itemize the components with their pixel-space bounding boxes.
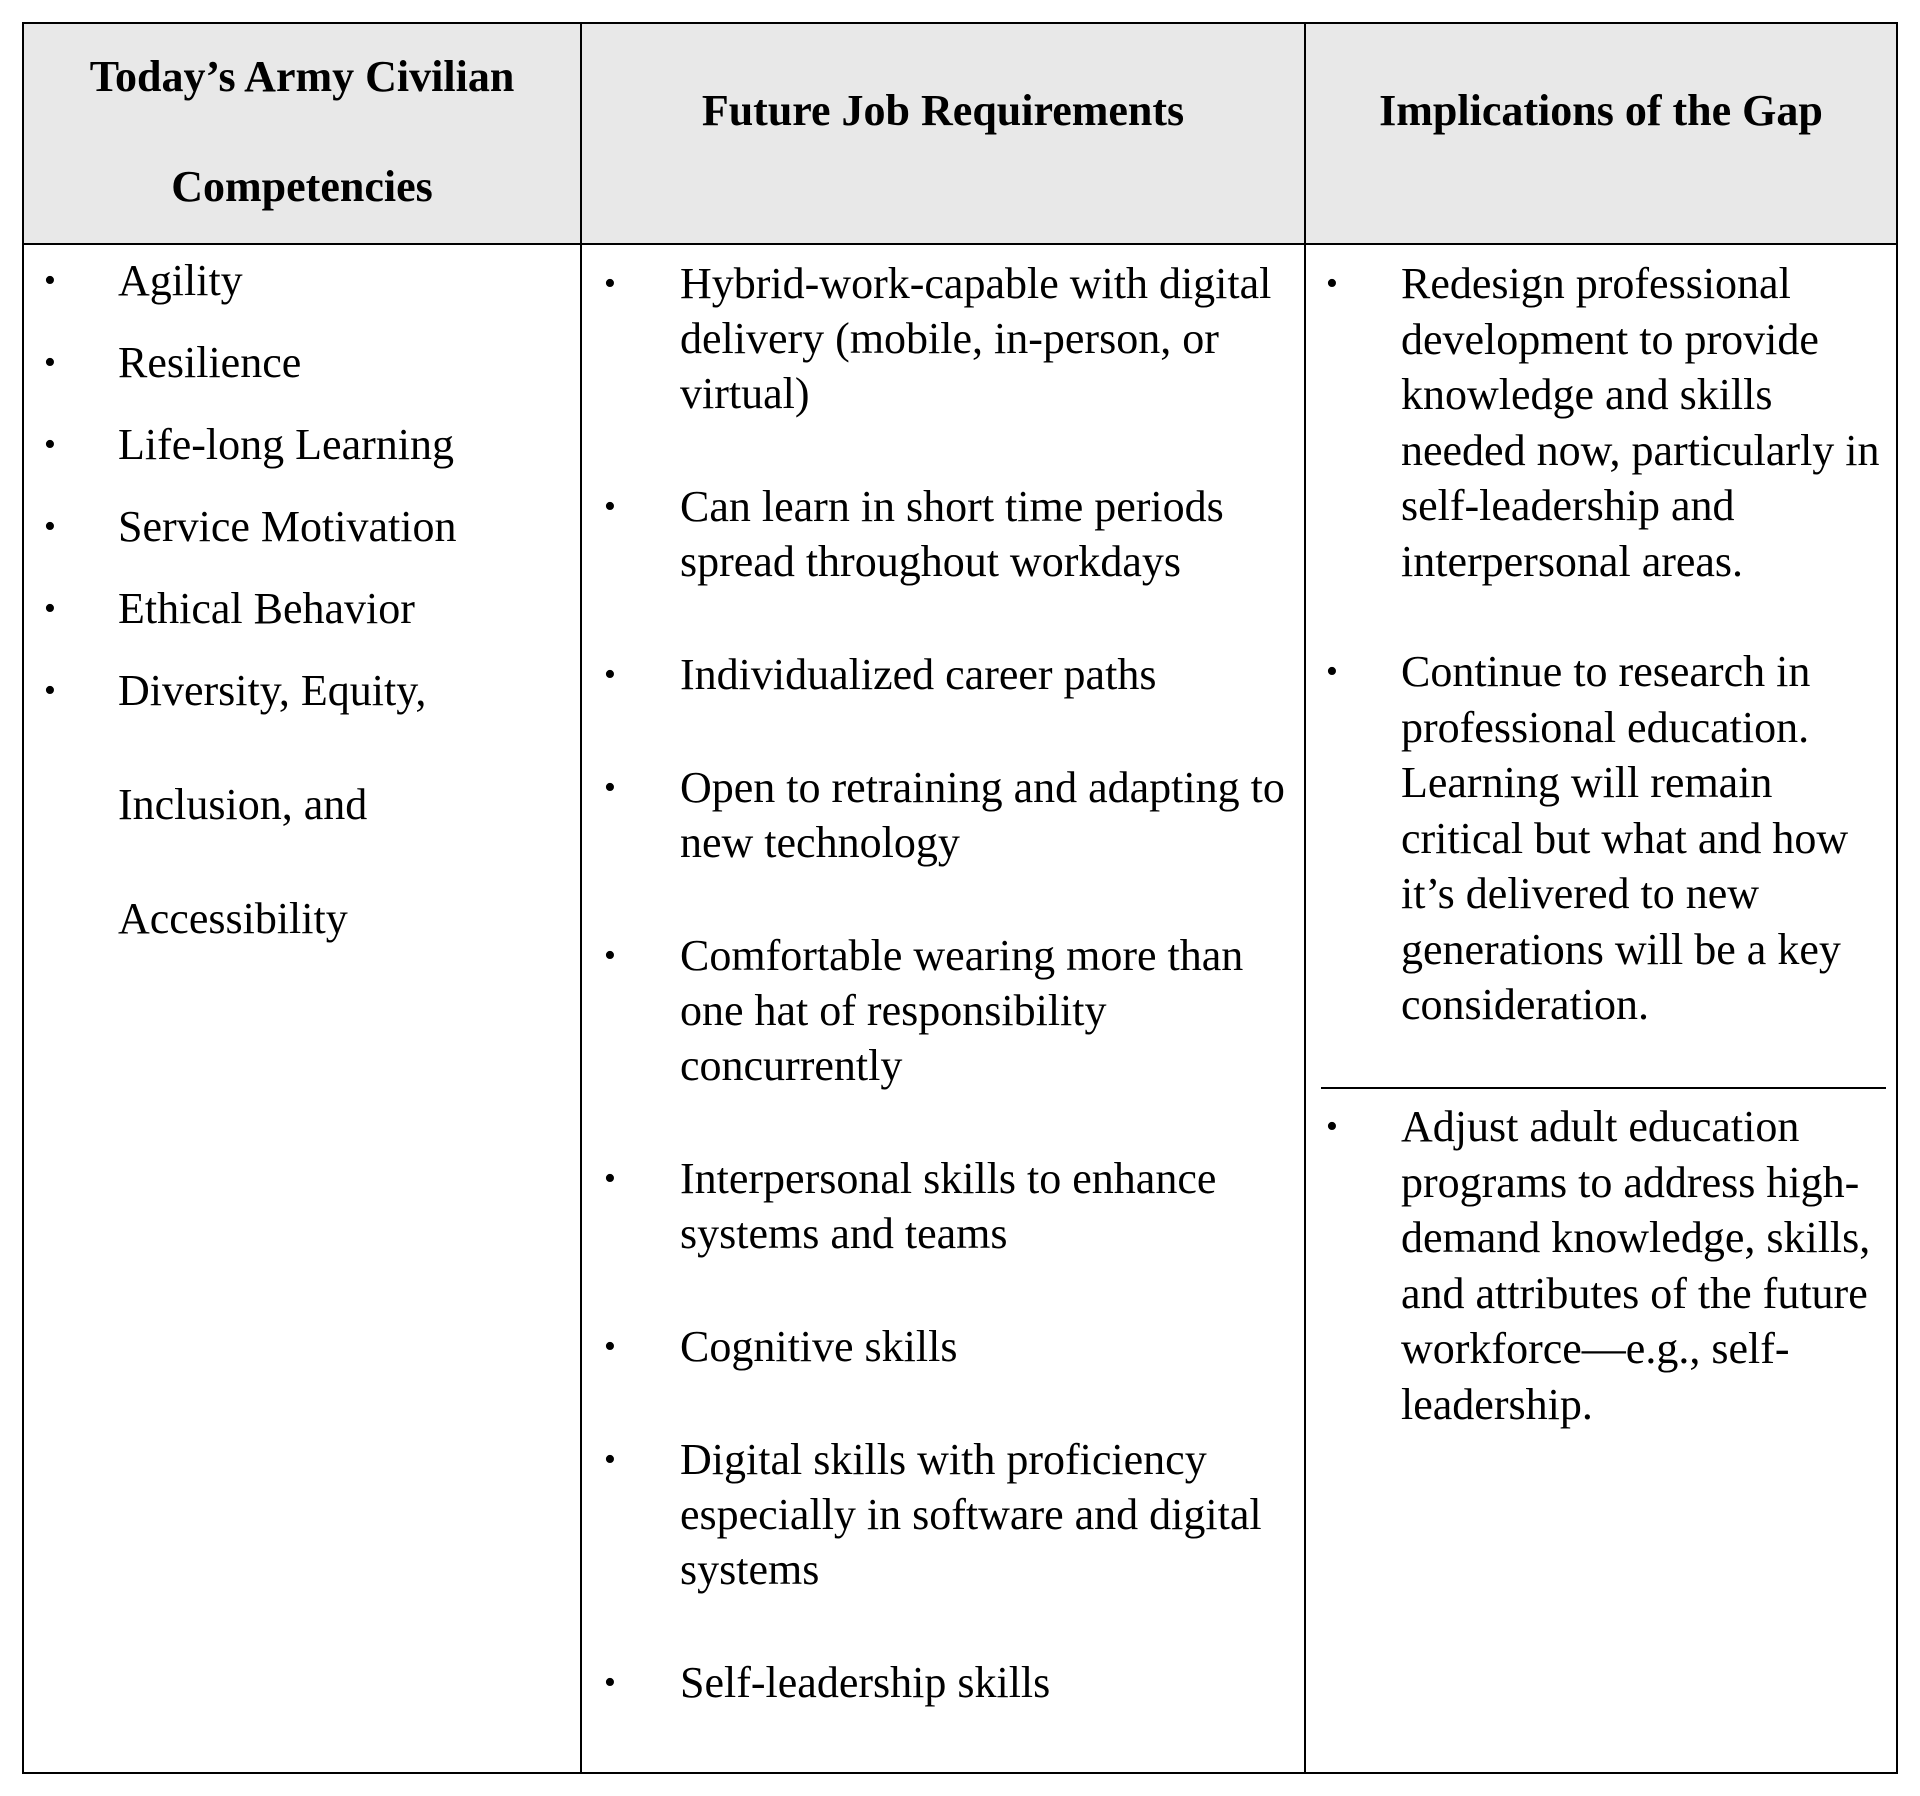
list-item-text: Can learn in short time periods spread throughout workdays: [680, 482, 1224, 586]
list-item: [582, 1655, 1304, 1710]
bullet-icon: •: [44, 262, 56, 299]
column-competencies: [24, 24, 582, 1772]
header-competencies-line-1: Today’s Army Civilian: [89, 52, 515, 101]
list-item-line: Accessibility: [118, 894, 348, 943]
list-item: [1306, 1099, 1896, 1432]
bullet-icon: •: [604, 1328, 616, 1365]
list-item-text: Digital skills with proficiency especially in software and digital systems: [680, 1435, 1262, 1594]
list-item-text: Interpersonal skills to enhance systems and teams: [680, 1154, 1217, 1258]
bullet-icon: •: [1326, 653, 1338, 690]
list-item: [582, 256, 1304, 421]
implications-list-lower: [1306, 1099, 1896, 1432]
bullet-icon: •: [604, 656, 616, 693]
list-item-text: Hybrid-work-capable with digital delivery (mobile, in-person, or virtual): [680, 259, 1272, 418]
bullet-icon: •: [604, 769, 616, 806]
list-item-text: Adjust adult education programs to address high-demand knowledge, skills, and attributes of the future workforce—e.g., self-leadership.: [1401, 1102, 1871, 1429]
competencies-list: [24, 254, 580, 976]
list-item-text: [118, 634, 580, 976]
bullet-icon: •: [44, 344, 56, 381]
list-item-text: Resilience: [118, 338, 302, 387]
list-item-text: Ethical Behavior: [118, 584, 415, 633]
list-item: [582, 760, 1304, 870]
list-item-line: Diversity, Equity,: [118, 666, 427, 715]
list-item: [582, 928, 1304, 1093]
bullet-icon: •: [604, 1160, 616, 1197]
bullet-icon: •: [1326, 1108, 1338, 1145]
bullet-icon: •: [604, 265, 616, 302]
list-item-text: Open to retraining and adapting to new technology: [680, 763, 1285, 867]
bullet-icon: •: [1326, 265, 1338, 302]
list-item-text: Life-long Learning: [118, 420, 454, 469]
list-item-text: Service Motivation: [118, 502, 457, 551]
implications-list: [1306, 256, 1896, 1033]
list-item-text: Continue to research in professional education. Learning will remain critical but what and how it’s delivered to new generations will be a key consideration.: [1401, 647, 1849, 1029]
list-item: [582, 1432, 1304, 1597]
bullet-icon: •: [44, 672, 56, 709]
bullet-icon: •: [604, 1441, 616, 1478]
list-item-text: Redesign professional development to provide knowledge and skills needed now, particularly in self-leadership and interpersonal areas.: [1401, 259, 1880, 586]
competency-gap-table: [22, 22, 1898, 1774]
bullet-icon: •: [44, 508, 56, 545]
header-implications: Implications of the Gap: [1379, 86, 1823, 135]
future-requirements-list: [582, 256, 1304, 1768]
bullet-icon: •: [604, 1664, 616, 1701]
list-item: [582, 1151, 1304, 1261]
cell-divider: [1321, 1087, 1886, 1089]
header-future-requirements: Future Job Requirements: [701, 86, 1185, 135]
bullet-icon: •: [44, 590, 56, 627]
list-item: [1306, 256, 1896, 589]
list-item: [582, 479, 1304, 589]
list-item-text: Self-leadership skills: [680, 1658, 1051, 1707]
list-item: [582, 1319, 1304, 1374]
list-item-text: Individualized career paths: [680, 650, 1157, 699]
list-item: [1306, 644, 1896, 1033]
bullet-icon: •: [604, 937, 616, 974]
bullet-icon: •: [44, 426, 56, 463]
header-competencies: [24, 22, 580, 243]
list-item: [582, 647, 1304, 702]
bullet-icon: •: [604, 488, 616, 525]
column-future-requirements: [582, 24, 1306, 1772]
list-item-text: Agility: [118, 256, 243, 305]
list-item: [24, 634, 580, 976]
list-item-line: Inclusion, and: [118, 780, 368, 829]
column-implications: [1306, 24, 1896, 1772]
list-item-text: Cognitive skills: [680, 1322, 958, 1371]
list-item-text: Comfortable wearing more than one hat of responsibility concurrently: [680, 931, 1244, 1090]
header-competencies-line-2: Competencies: [171, 162, 433, 211]
